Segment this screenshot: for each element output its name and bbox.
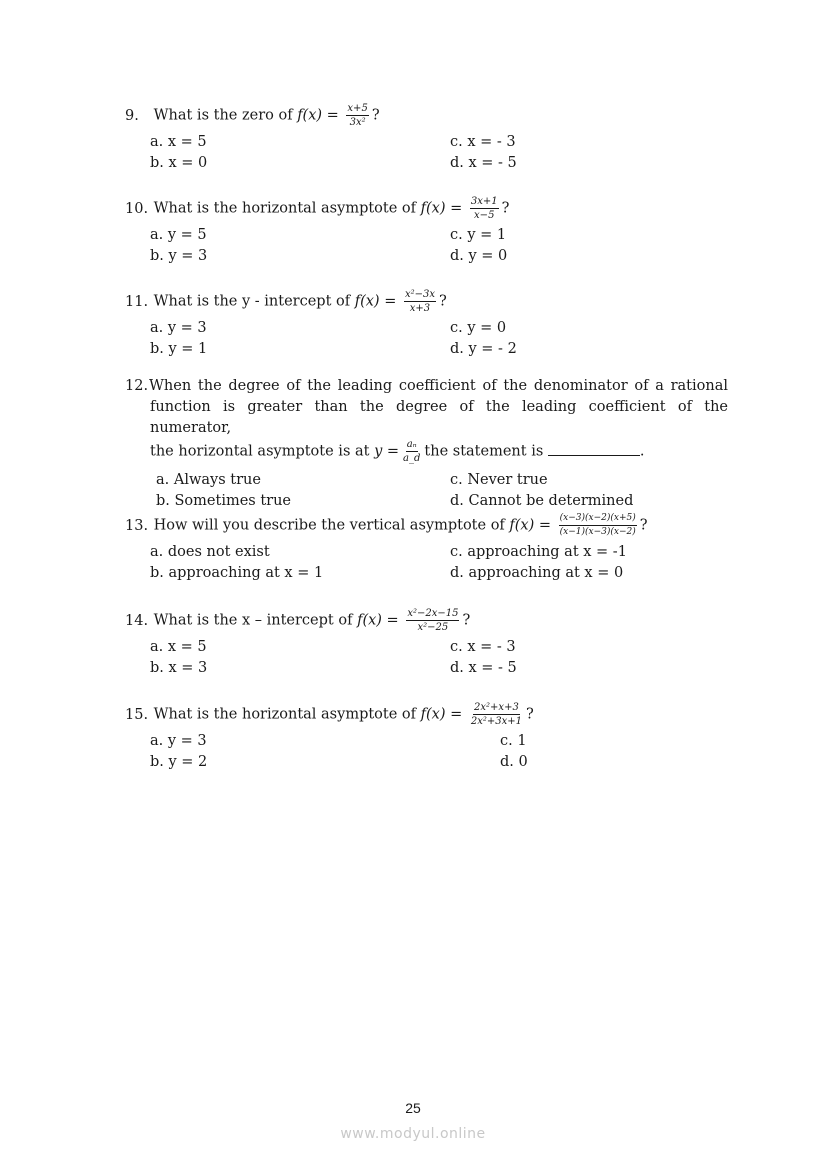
question-stem bbox=[125, 513, 730, 538]
fraction bbox=[406, 608, 459, 633]
question-text: How will you describe the vertical asymptote of bbox=[153, 517, 505, 534]
fraction bbox=[346, 103, 368, 128]
question-line-1 bbox=[125, 376, 728, 397]
function-label: f(x) = bbox=[420, 706, 463, 723]
options bbox=[125, 225, 730, 267]
numerator: aₙ bbox=[406, 439, 417, 450]
question-line-3 bbox=[125, 439, 728, 464]
fraction bbox=[404, 289, 436, 314]
option-a[interactable]: a. y = 5 bbox=[150, 227, 207, 243]
option-b[interactable]: b. x = 3 bbox=[150, 660, 208, 676]
question-text: What is the horizontal asymptote of bbox=[153, 200, 417, 217]
question-stem bbox=[125, 702, 730, 727]
question-number: 12. bbox=[125, 378, 149, 394]
option-a[interactable]: a. y = 3 bbox=[150, 320, 207, 336]
question-stem bbox=[125, 196, 730, 221]
answer-blank[interactable] bbox=[548, 441, 640, 456]
option-d[interactable]: d. Cannot be determined bbox=[450, 493, 634, 509]
question-11 bbox=[125, 289, 730, 360]
question-10 bbox=[125, 196, 730, 267]
function-label: f(x) = bbox=[297, 107, 339, 124]
question-text: When the degree of the leading coefficient of the denominator of a rational bbox=[149, 378, 728, 394]
option-c[interactable]: c. x = - 3 bbox=[450, 134, 516, 150]
question-stem bbox=[125, 376, 728, 464]
period: . bbox=[639, 443, 645, 460]
numerator: x²−2x−15 bbox=[407, 608, 459, 619]
denominator: x²−25 bbox=[417, 622, 449, 633]
question-mark: ? bbox=[462, 612, 471, 629]
option-a[interactable]: a. does not exist bbox=[150, 544, 270, 560]
function-label: f(x) = bbox=[357, 612, 399, 629]
question-number: 11. bbox=[125, 293, 149, 310]
question-13 bbox=[125, 513, 730, 584]
question-line-2: function is greater than the degree of the leading coefficient of the numerator, bbox=[150, 399, 728, 436]
question-text: the horizontal asymptote is at bbox=[150, 443, 370, 460]
question-number: 15. bbox=[125, 706, 149, 723]
denominator: 3x² bbox=[349, 117, 366, 128]
option-a[interactable]: a. x = 5 bbox=[150, 639, 207, 655]
option-c[interactable]: c. y = 1 bbox=[450, 227, 507, 243]
option-c[interactable]: c. 1 bbox=[500, 733, 527, 749]
watermark: www.modyul.online bbox=[340, 1126, 486, 1142]
option-a[interactable]: a. Always true bbox=[156, 472, 261, 488]
option-a[interactable]: a. x = 5 bbox=[150, 134, 207, 150]
question-12 bbox=[125, 376, 728, 512]
numerator: x²−3x bbox=[404, 289, 435, 300]
question-mark: ? bbox=[439, 293, 447, 310]
option-c[interactable]: c. y = 0 bbox=[450, 320, 507, 336]
question-stem bbox=[125, 103, 730, 128]
option-c[interactable]: c. approaching at x = -1 bbox=[450, 544, 627, 560]
function-label: f(x) = bbox=[420, 200, 463, 217]
option-d[interactable]: d. x = - 5 bbox=[450, 660, 517, 676]
denominator: x+3 bbox=[409, 303, 431, 314]
numerator: 2x²+x+3 bbox=[474, 702, 519, 713]
options bbox=[125, 731, 730, 773]
function-label: f(x) = bbox=[354, 293, 397, 310]
denominator: 2x²+3x+1 bbox=[470, 716, 523, 727]
options bbox=[125, 470, 728, 512]
function-label: f(x) = bbox=[509, 517, 552, 534]
options bbox=[125, 542, 730, 584]
option-a[interactable]: a. y = 3 bbox=[150, 733, 207, 749]
math-y: y = bbox=[374, 443, 400, 460]
option-c[interactable]: c. x = - 3 bbox=[450, 639, 516, 655]
denominator: x−5 bbox=[474, 210, 495, 221]
question-mark: ? bbox=[501, 200, 510, 217]
question-14 bbox=[125, 608, 730, 679]
question-stem bbox=[125, 608, 730, 633]
question-mark: ? bbox=[639, 517, 648, 534]
options bbox=[125, 637, 730, 679]
question-number: 14. bbox=[125, 612, 149, 629]
question-mark: ? bbox=[371, 107, 380, 124]
option-d[interactable]: d. y = 0 bbox=[450, 248, 508, 264]
option-b[interactable]: b. y = 1 bbox=[150, 341, 208, 357]
question-text: What is the horizontal asymptote of bbox=[153, 706, 417, 723]
option-d[interactable]: d. approaching at x = 0 bbox=[450, 565, 624, 581]
question-number: 10. bbox=[125, 200, 149, 217]
question-number: 13. bbox=[125, 517, 149, 534]
numerator: (x−3)(x−2)(x+5) bbox=[559, 513, 637, 526]
question-text: What is the y - intercept of bbox=[153, 293, 351, 310]
fraction bbox=[470, 196, 499, 221]
numerator: 3x+1 bbox=[470, 196, 498, 207]
page-number: 25 bbox=[405, 1100, 421, 1116]
question-15 bbox=[125, 702, 730, 773]
option-b[interactable]: b. x = 0 bbox=[150, 155, 208, 171]
option-c[interactable]: c. Never true bbox=[450, 472, 548, 488]
option-d[interactable]: d. y = - 2 bbox=[450, 341, 517, 357]
options bbox=[125, 318, 730, 360]
option-d[interactable]: d. x = - 5 bbox=[450, 155, 517, 171]
option-b[interactable]: b. approaching at x = 1 bbox=[150, 565, 324, 581]
denominator: (x−1)(x−3)(x−2) bbox=[559, 527, 636, 537]
question-stem bbox=[125, 289, 730, 314]
options bbox=[125, 132, 730, 174]
question-number: 9. bbox=[125, 107, 139, 124]
option-b[interactable]: b. y = 2 bbox=[150, 754, 208, 770]
fraction bbox=[402, 439, 421, 464]
numerator: x+5 bbox=[347, 103, 368, 114]
denominator: a_d bbox=[403, 453, 421, 464]
option-b[interactable]: b. Sometimes true bbox=[156, 493, 292, 509]
option-b[interactable]: b. y = 3 bbox=[150, 248, 208, 264]
question-9 bbox=[125, 103, 730, 174]
question-text: What is the x – intercept of bbox=[153, 612, 353, 629]
question-text: the statement is bbox=[424, 443, 544, 460]
fraction bbox=[559, 513, 637, 538]
option-d[interactable]: d. 0 bbox=[500, 754, 528, 770]
fraction bbox=[470, 702, 523, 727]
question-mark: ? bbox=[526, 706, 534, 723]
question-text: What is the zero of bbox=[153, 107, 293, 124]
